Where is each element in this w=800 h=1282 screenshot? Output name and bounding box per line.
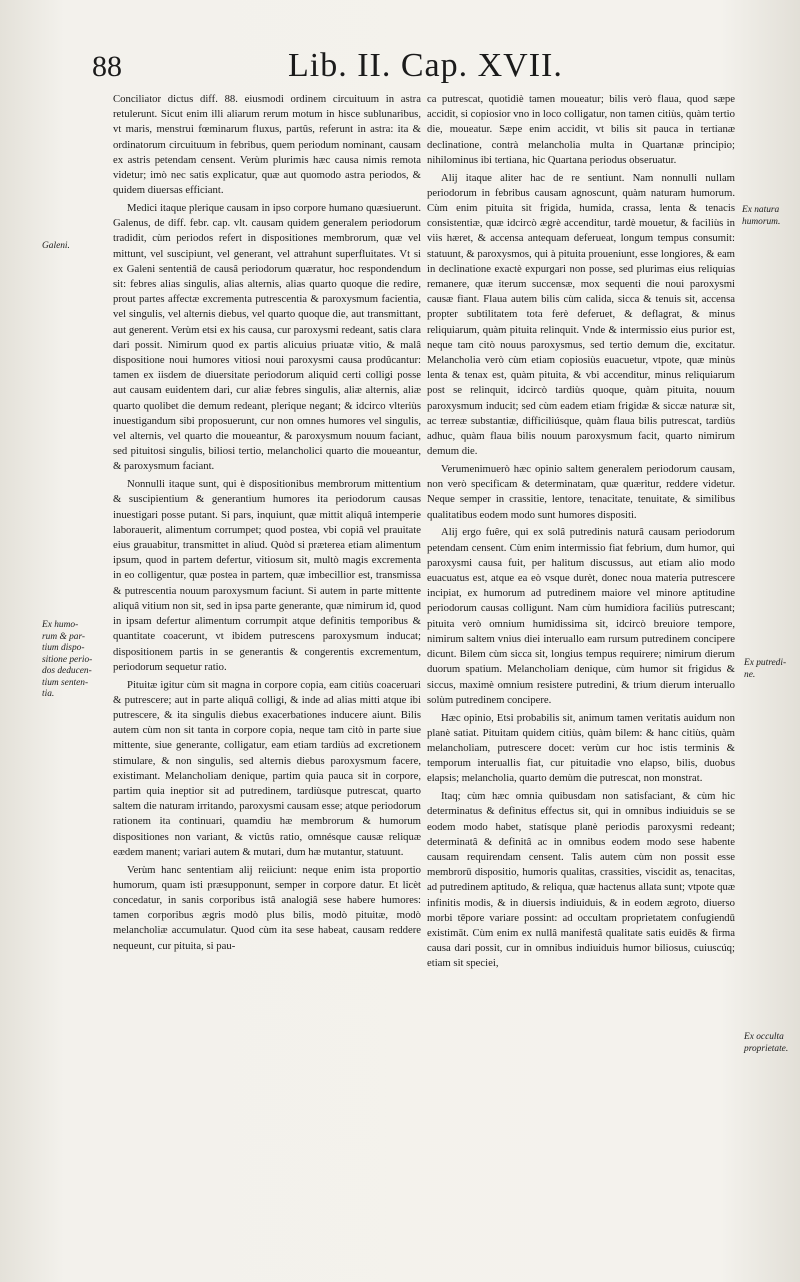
page-number: 88 (92, 50, 122, 83)
margin-note-natura: Ex natura humorum. (742, 205, 781, 227)
paragraph: Hæc opinio, Etsi probabilis sit, animum tamen veritatis auidum non planè satiat. Pituitam quidem citiùs, quàm bilem: & hanc citiùs, quàm melancholiam, putrescere docet: verùm cur hoc istis terminis & temporum interuallis fiat, cur pituitadie vno elapso, bilis, duobus elapsis; melancholia, quarto demùm die putrescat, non monstrat. (427, 711, 735, 785)
margin-note-occulta: Ex occulta proprietate. (744, 1032, 789, 1054)
margin-note-humorum: Ex humo- rum & par- tium dispo- sitione perio- dos deducen- tium senten- tia. (42, 620, 93, 699)
margin-note-galeni: Galeni. (42, 241, 70, 251)
paragraph: Itaq; cùm hæc omnia quibusdam non satisfaciant, & cùm hic determinatus & definitus effectus sit, qui in omnibus indiuiduis se se eodem modo habet, statísque planè periodis paroxysmi redeant; determinatâ & definitâ ac in omnibus eodem modo sese habente causam requirendam censent. Talis autem cùm non possit esse membrorū dispositio, humoris qualitas, crassities, viscidit as, tenacitas, ad putredinem aptitudo, & reliqua, quæ hactenus allata sunt; vtpote quæ infinitis modis, & in diuersis indiuiduis, & in eodem ægroto, diuerso morbi tēpore variare possint: ad occultam proprietatem confugiendū existimāt. Cùm enim ex nullâ manifestâ qualitate satis euidēs & firma causa dari possit, cur in omnibus indiuiduis humor biliosus, cuiuscúq; etiam sit speciei, (427, 790, 735, 970)
paragraph: Alij itaque aliter hac de re sentiunt. Nam nonnulli nullam periodorum in febribus causam agnoscunt, quàm naturam humorum. Cùm enim pituita sit frigida, humida, crassa, lenta & tenacis consistentiæ, quæ idcircò ægrè accenditur, tardè mouetur, & faciliùs in viis hæret, & accensa antequam deferueat, longum tempus consumit: statuunt, & paroxysmos, qui à pituita proueniunt, esse longiores, & eam in declinatione exactè expurgari non posse, sed plurimas eius reliquias remanere, quæ iterum succensæ, mox sequenti die noui paroxysmi causæ fiant. Flaua autem bilis cùm calida, sicca & tenuis sit, accensa propter subtilitatem tota ferè deferuet, & deflagrat, & minus reliquiarum, quàm pituita relinquit. Vnde & intermissio eius purior est, neque tam citò nouus paroxysmus, sed tertio demum die, excitatur. Melancholia verò cùm etiam copiosiùs euacuetur, vtpote, quæ minùs lenta & tenax est, quàm pituita, & vbi accenditur, minus reliquiarum post se relinquit, idcircò tardiùs quoque, quàm pituita, nouum paroxysmum inducit; sed cùm eadem etiam frigidæ & siccæ naturæ sit, ac terreæ substantiæ, difficiliúsque, quàm flaua bilis putrescat, tardiùs adhuc, quàm flaua bilis nouum paroxysmum facit, quarto nimirum demum die. (427, 171, 735, 458)
paragraph: Verùm hanc sententiam alij reiiciunt: neque enim ista proportio humorum, quam isti præsupponunt, semper in corpore datur. Et licèt concedatur, in sanis corporibus istâ analogiâ sese habere humores: tamen corporibus ægris modò plus bilis, modò pituitæ, modò melancholiæ accumulatur. Quod cùm ita sese habeat, causam reddere nequeunt, cur pituita, si pau- (113, 863, 421, 952)
paragraph: Alij ergo fuêre, qui ex solâ putredinis naturâ causam periodorum petendam censent. Cùm enim intermissio fiat febrium, dum humor, qui paroxysmi causa fuit, per halitum discussus, aut etiam alio modo euacuatus est, atque ea eò vsque durèt, donec noua materia putrescere incipiat, ex humorum ad putredinem maiore vel minore aptitudine periodorum causas colligunt. Nam cùm humidiora faciliùs putrescant; pituita verò omnium humidissima sit, idcircò breuiore tempore, nimirum saltem vnius diei interuallo eam rursum putredinem concipere dicunt. Bilem cùm sicca sit, longius tempus requirere; nimirum dierum duorum spatium. Melancholiam denique, cùm humor sit frigidus & siccus, maximè omnium resistere putredini, & trium dierum interuallo solùm putredinem concipere. (427, 526, 735, 706)
paragraph: Nonnulli itaque sunt, qui è dispositionibus membrorum mittentium & suscipientium & generantium humores ita periodorum causas inuestigari posse putant. Si pars, inquiunt, quæ mittit aliquâ intemperie laborauerit, alimentum corrumpet; quod postea, vbi copiâ vel prauitate eius grauabitur, transmittet in aliud. Quòd si præterea etiam alimentum ipsum, quod in partem defertur, vitiosum sit, multò magis excrementa in eo colligentur, quæ postea in partem, quæ imbecillior est, transmissa & putrescentia nouum paroxysmum faciunt. Si autem in parte mittente aliquâ vitium non sit, sed in ipsa parte generante, quæ nimirum id, quod in ipsam defertur alimentum corrumpit atque definitis temporibus & quantitate coacerunt, vt ibidem putrescens paroxysmum inducat; dispositionem partis in se generantis & congerentis excrementum, periodorum sequetur ratio. (113, 478, 421, 673)
paragraph: ca putrescat, quotidiè tamen moueatur; bilis verò flaua, quod sæpe accidit, si copiosior vno in loco colligatur, non tamen citiùs, quàm tertio die, moueatur. Sæpe enim accidit, vt bilis sit pauca in tertianæ declinatione, contrà melancholia multa in Quartanæ principio; nihilominus ibi tertiana, hic Quartana periodus obseruatur. (427, 93, 735, 166)
left-text-column (113, 92, 421, 1272)
paragraph: Conciliator dictus diff. 88. eiusmodi ordinem circuituum in astra retulerunt. Sicut enim illi aliarum rerum motum in hisce sublunaribus, vt maris, menstrui fœminarum fluxus, partûs, referunt in astra: ita & ordinatorum circuituum in febribus, quem periodum nominant, causam ex astris petendam censent. Verùm plurimis hæc causa nimis remota videtur; imò nec satis explicatur, quæ aut quomodo astra periodos, & quidem diuersas efficiant. (113, 93, 421, 197)
margin-note-putredine: Ex putredi- ne. (744, 658, 787, 680)
paragraph: Verumenimuerò hæc opinio saltem generalem periodorum causam, non verò specificam & determinatam, quæ quæritur, reddere videtur. Neque semper in crassitie, lentore, tenacitate, tenuitate, & similibus qualitatibus eodem modo sunt humores dispositi. (427, 463, 735, 521)
running-head: Lib. II. Cap. XVII. (288, 47, 563, 84)
paragraph: Medici itaque plerique causam in ipso corpore humano quæsiuerunt. Galenus, de diff. febr. cap. vlt. causam quidem generalem periodorum tradidit, cùm periodos refert in dispositiones membrorum, quæ vel mittunt, vel suscipiunt, vel generant, vel attrahunt superfluitates. Vt si ex Galeni sententiâ de causâ periodorum quæratur, hoc respondendum sit: febres alias singulis, alias alternis, alias quarto quoque die redire, prout partes affectæ excrementa putrescentia & paroxysmum facientia, vel singulis, vel alternis diebus, vel quarto quoque die, aut transmittant, aut generent. Verùm etsi ex his causa, cur paroxysmi redeant, satis clara dari possit. Nimirum quod ex partis alicuius priuatæ vitio, & malâ dispositione noui humores vitiosi noui paroxysmi causa prodûcantur: tamen ex iisdem de diuersitate periodorum aliquid certi colligi posse aut causam euidentem dari, cur aliæ febres singulis, aliæ alternis, aliæ quarto quolibet die demum redeant, plerique negant; & idcirco vlteriùs inuestigandum sibi proposuerunt, cur non omnes humores vel singulis, vel alternis, vel quarto die moueantur, & paroxysmum nouum faciant, sed pituitosi singulis, biliosi tertio, melancholici quarto die moueantur, & paroxysmum faciant. (113, 202, 421, 473)
right-text-column (427, 92, 735, 1272)
paragraph: Pituitæ igitur cùm sit magna in corpore copia, eam citiùs coaceruari & putrescere; aut in parte aliquâ colligi, & inde ad alias mitti atque ibi putrescere, & ita singulis diebus exacerbationes inducere aiunt. Bilis autem cùm non sit tanta in corpore copia, neque tam citò in parte siue mittente, siue generante, colligatur, eam etiam tardiùs ad excretionem stimulare, & non singulis, sed alternis diebus paroxysmum facere, existimant. Melancholiam denique, partim quia pauca sit in corpore, partim quia ineptior sit ad putredinem, tardiùsque putrescat, quarto saltem die naturam irritando, paroxysmi causam esse; atque periodorum rationem ita continuari, quamdiu hæ membrorum & humorum dispositiones non variant, & victûs ratio, omnésque causæ reliquæ eædem manent; variari autem & mutari, dum hæ mutantur, statuunt. (113, 678, 421, 858)
